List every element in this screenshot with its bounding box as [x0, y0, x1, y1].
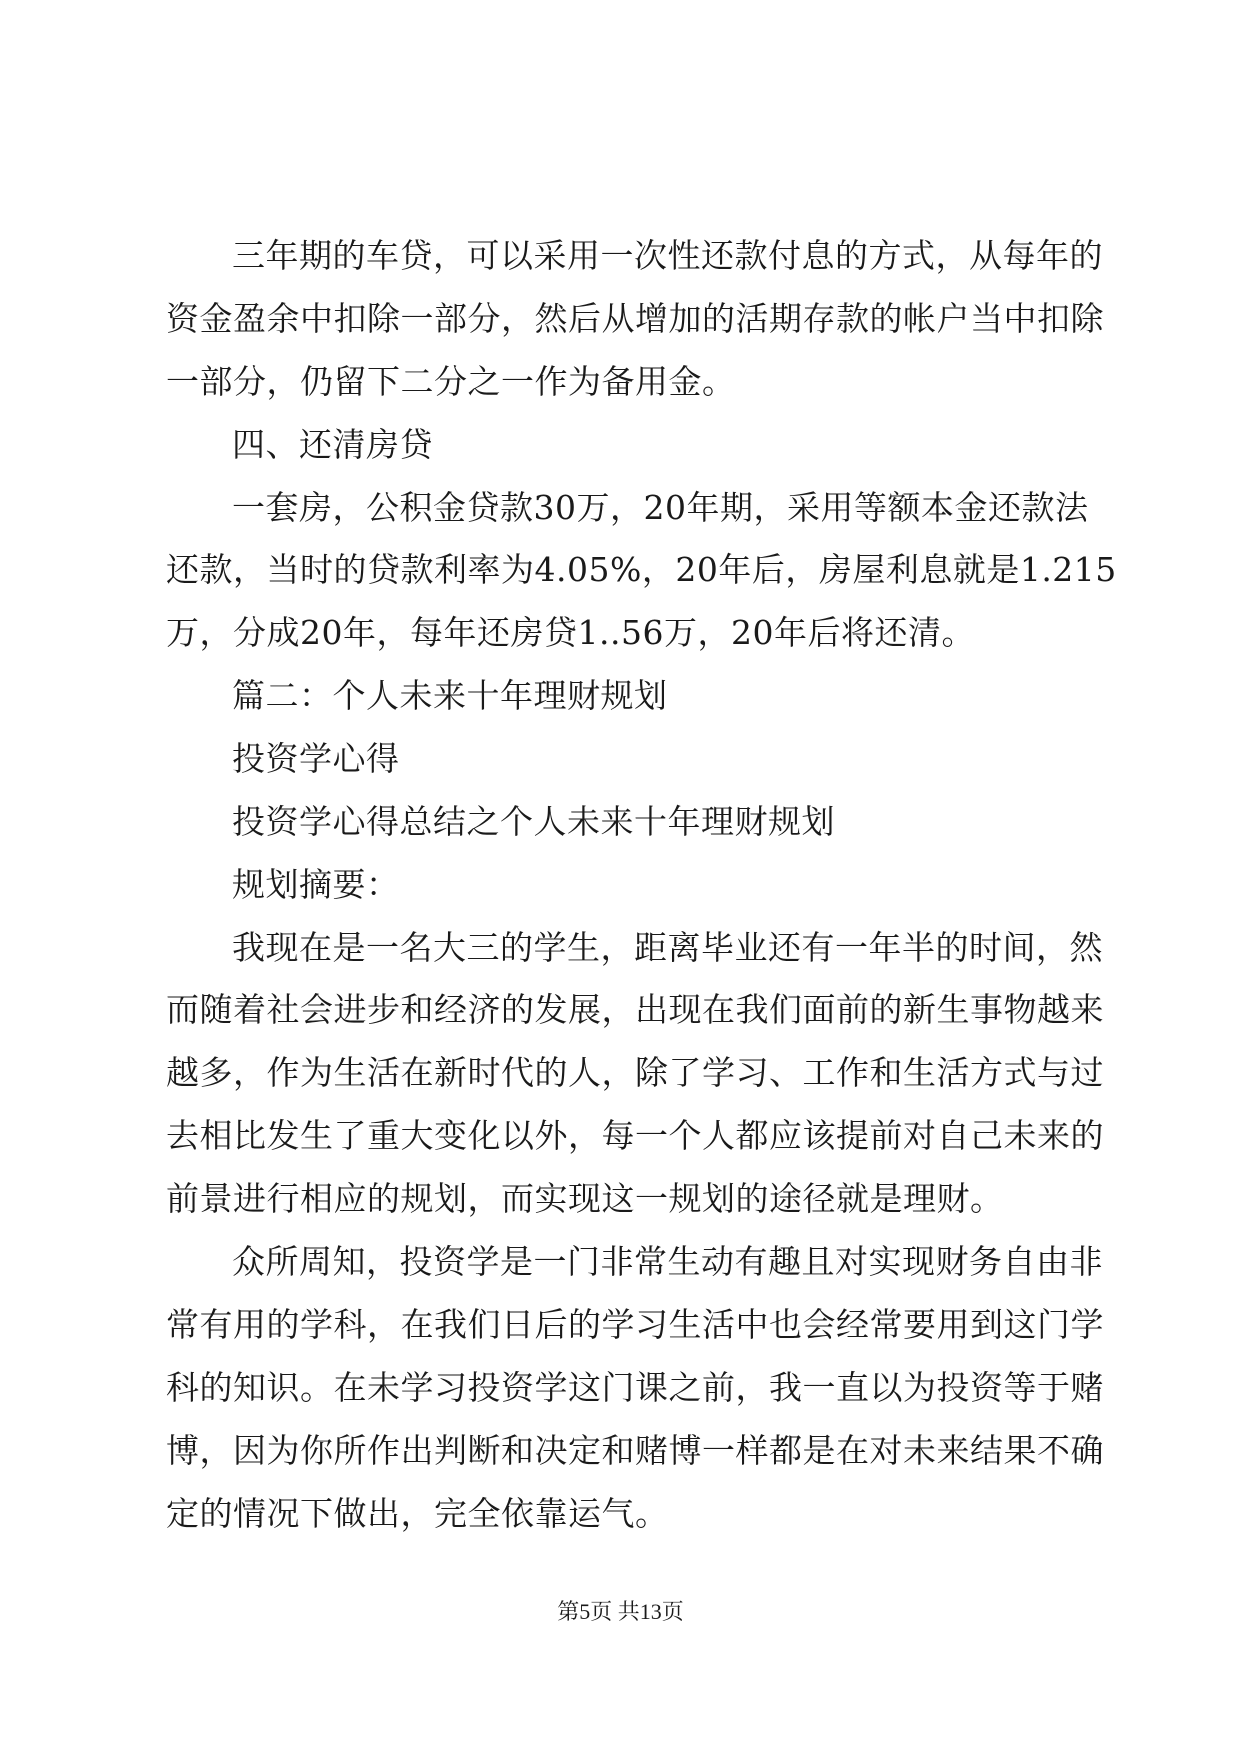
paragraph-line: 众所周知，投资学是一门非常生动有趣且对实现财务自由非 [232, 1242, 1103, 1281]
section-heading: 四、还清房贷 [232, 425, 433, 464]
paragraph-line: 博，因为你所作出判断和决定和赌博一样都是在对未来结果不确 [166, 1431, 1104, 1470]
paragraph-line: 万，分成20年，每年还房贷1..56万，20年后将还清。 [166, 613, 975, 652]
section-heading: 篇二：个人未来十年理财规划 [232, 676, 668, 715]
section-heading: 投资学心得总结之个人未来十年理财规划 [232, 802, 835, 841]
paragraph-line: 定的情况下做出，完全依靠运气。 [166, 1494, 669, 1533]
paragraph-line: 三年期的车贷，可以采用一次性还款付息的方式，从每年的 [232, 236, 1103, 275]
paragraph-line: 常有用的学科，在我们日后的学习生活中也会经常要用到这门学 [166, 1305, 1104, 1344]
paragraph-line: 前景进行相应的规划，而实现这一规划的途径就是理财。 [166, 1179, 1004, 1218]
paragraph-line: 一套房，公积金贷款30万，20年期，采用等额本金还款法 [232, 488, 1089, 527]
section-heading: 投资学心得 [232, 739, 400, 778]
paragraph-line: 一部分，仍留下二分之一作为备用金。 [166, 362, 736, 401]
paragraph-line: 我现在是一名大三的学生，距离毕业还有一年半的时间，然 [232, 928, 1103, 967]
page-footer: 第5页 共13页 [557, 1599, 684, 1624]
paragraph-line: 资金盈余中扣除一部分，然后从增加的活期存款的帐户当中扣除 [166, 299, 1104, 338]
paragraph-line: 去相比发生了重大变化以外，每一个人都应该提前对自己未来的 [166, 1116, 1104, 1155]
paragraph-line: 科的知识。在未学习投资学这门课之前，我一直以为投资等于赌 [166, 1368, 1104, 1407]
paragraph-line: 而随着社会进步和经济的发展，出现在我们面前的新生事物越来 [166, 990, 1104, 1029]
paragraph-line: 越多，作为生活在新时代的人，除了学习、工作和生活方式与过 [166, 1053, 1104, 1092]
paragraph-line: 还款，当时的贷款利率为4.05%，20年后，房屋利息就是1.215 [166, 550, 1117, 589]
section-heading: 规划摘要： [232, 865, 400, 904]
